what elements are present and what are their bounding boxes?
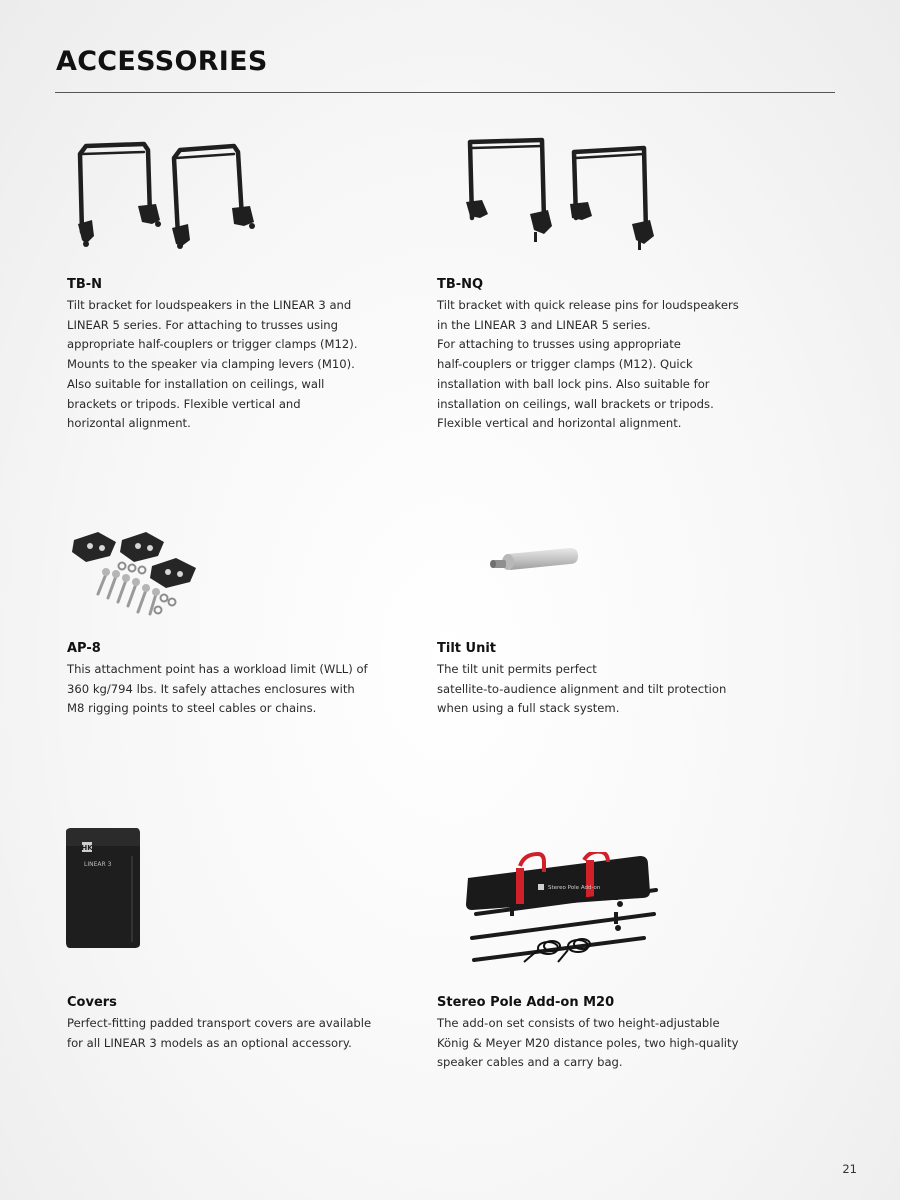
description-line: Perfect-fitting padded transport covers are available bbox=[67, 1016, 372, 1030]
product-description bbox=[437, 660, 777, 719]
description-line: speaker cables and a carry bag. bbox=[437, 1055, 623, 1070]
description-line: The tilt unit permits perfect bbox=[437, 662, 597, 676]
attachment-point-kit-icon bbox=[70, 528, 202, 624]
bag-label-text: Stereo Pole Add-on bbox=[548, 885, 601, 891]
description-line: M8 rigging points to steel cables or chains. bbox=[67, 701, 317, 716]
product-name: Covers bbox=[67, 995, 117, 1010]
description-line: König & Meyer M20 distance poles, two high-quality bbox=[437, 1035, 739, 1050]
description-line: Tilt bracket for loudspeakers in the LINEAR 3 and bbox=[67, 298, 352, 312]
tilt-bracket-pair-icon bbox=[74, 132, 270, 250]
product-description bbox=[437, 296, 777, 434]
stereo-pole-set-icon bbox=[464, 852, 662, 968]
quick-release-tilt-bracket-pair-icon bbox=[462, 134, 662, 250]
product-description bbox=[437, 1014, 777, 1073]
description-line: 360 kg/794 lbs. It safely attaches enclosures with bbox=[67, 681, 355, 696]
title-divider bbox=[55, 92, 835, 93]
product-name: Tilt Unit bbox=[437, 641, 497, 656]
product-name: TB-N bbox=[67, 277, 103, 292]
description-line: The add-on set consists of two height-adjustable bbox=[437, 1016, 720, 1030]
page-title: ACCESSORIES bbox=[56, 46, 268, 77]
description-line: Flexible vertical and horizontal alignment. bbox=[437, 416, 682, 431]
product-name: TB-NQ bbox=[437, 277, 484, 292]
description-line: horizontal alignment. bbox=[67, 416, 191, 431]
description-line: for all LINEAR 3 models as an optional accessory. bbox=[67, 1035, 352, 1050]
product-description bbox=[67, 1014, 407, 1053]
tilt-unit-cylinder-icon bbox=[488, 544, 580, 580]
description-line: half-couplers or trigger clamps (M12). Quick bbox=[437, 357, 693, 372]
product-description bbox=[67, 296, 407, 434]
cover-model-text: LINEAR 3 bbox=[84, 861, 112, 868]
page-number: 21 bbox=[842, 1162, 857, 1176]
product-description bbox=[67, 660, 407, 719]
description-line: satellite-to-audience alignment and tilt protection bbox=[437, 681, 727, 696]
description-line: Mounts to the speaker via clamping levers (M10). bbox=[67, 357, 355, 372]
product-name: Stereo Pole Add-on M20 bbox=[437, 995, 615, 1010]
description-line: Also suitable for installation on ceilings, wall bbox=[67, 376, 325, 391]
description-line: LINEAR 5 series. For attaching to trusses using bbox=[67, 317, 338, 332]
description-line: installation on ceilings, wall brackets or tripods. bbox=[437, 396, 714, 411]
cover-brand-text: HK bbox=[81, 844, 93, 852]
description-line: For attaching to trusses using appropriate bbox=[437, 337, 681, 352]
description-line: This attachment point has a workload limit (WLL) of bbox=[67, 662, 368, 676]
description-line: Tilt bracket with quick release pins for loudspeakers bbox=[437, 298, 739, 312]
description-line: installation with ball lock pins. Also suitable for bbox=[437, 376, 710, 391]
description-line: in the LINEAR 3 and LINEAR 5 series. bbox=[437, 317, 651, 332]
product-name: AP-8 bbox=[67, 641, 101, 656]
padded-cover-icon bbox=[62, 826, 144, 950]
description-line: appropriate half-couplers or trigger clamps (M12). bbox=[67, 337, 358, 352]
description-line: brackets or tripods. Flexible vertical and bbox=[67, 396, 301, 411]
description-line: when using a full stack system. bbox=[437, 701, 620, 716]
